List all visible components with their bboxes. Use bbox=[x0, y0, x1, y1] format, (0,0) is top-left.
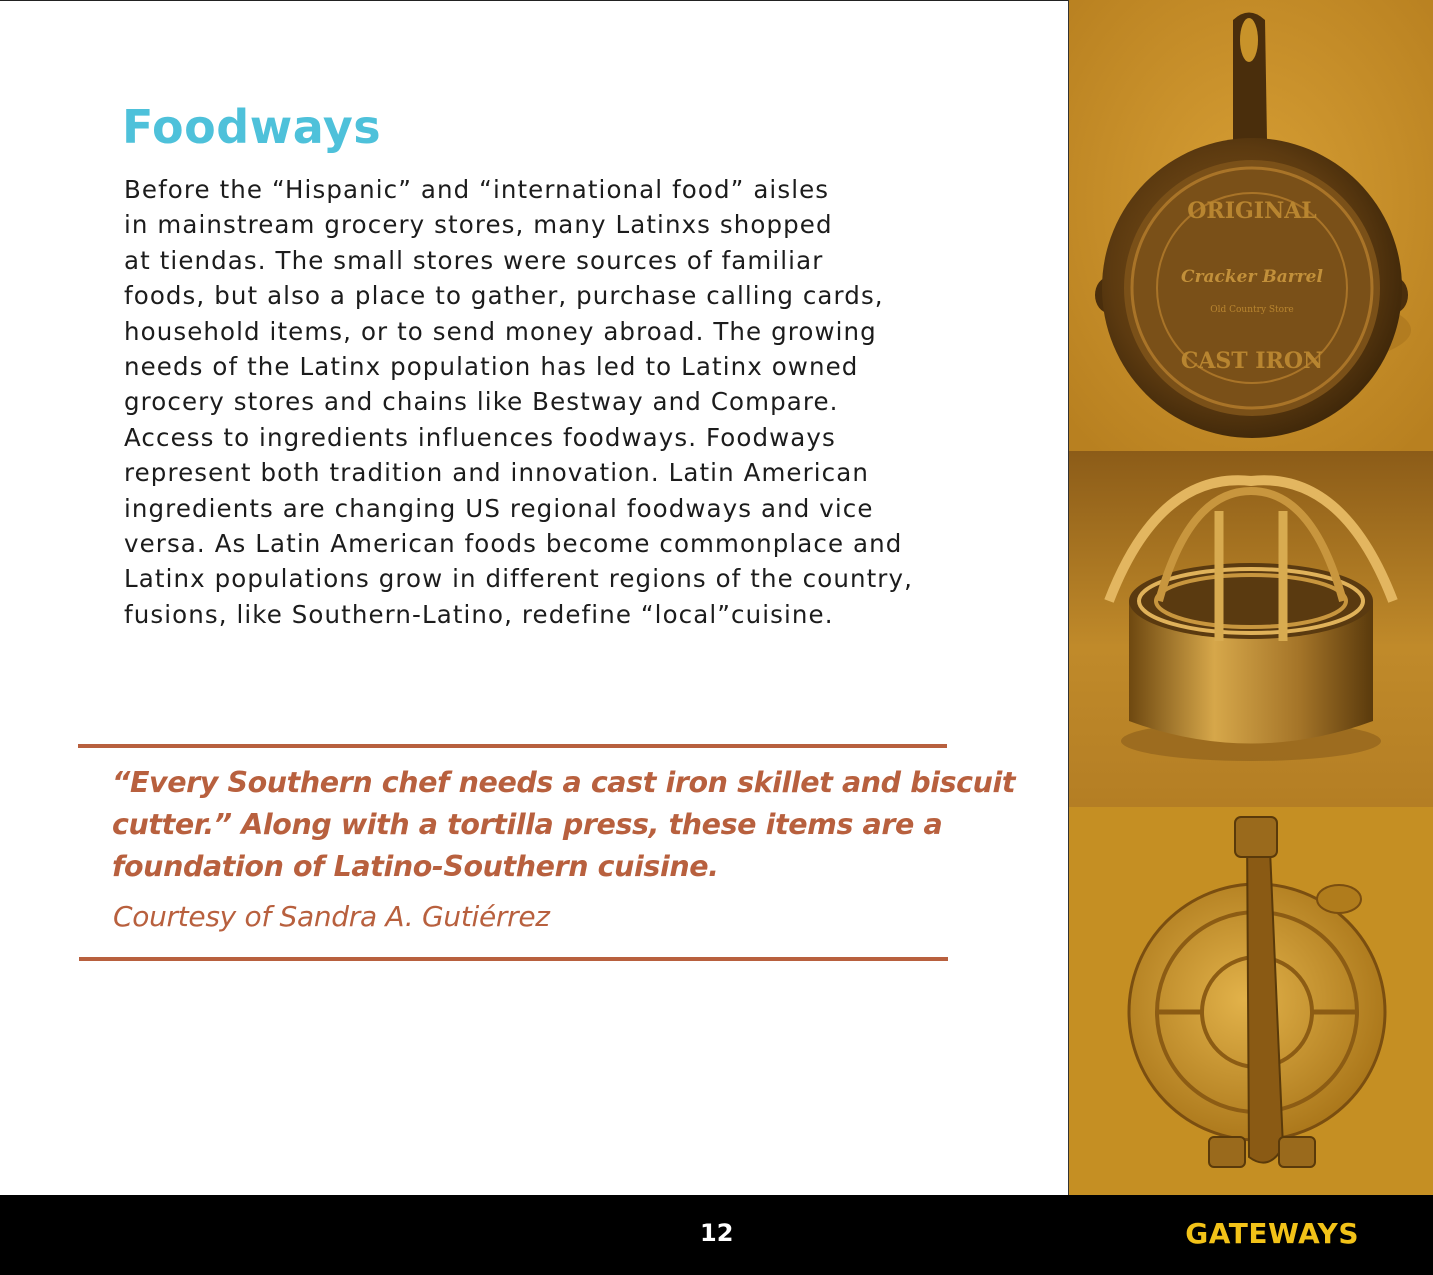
quote-line: cutter.” Along with a tortilla press, these items are a bbox=[112, 808, 943, 841]
stamp-brand-text: Cracker Barrel bbox=[1181, 267, 1323, 287]
top-border bbox=[0, 0, 1068, 1]
page-number: 12 bbox=[700, 1219, 734, 1247]
body-line: represent both tradition and innovation. Latin American bbox=[124, 458, 869, 488]
quote-credit: Courtesy of Sandra A. Gutiérrez bbox=[113, 900, 550, 933]
body-line: foods, but also a place to gather, purchase calling cards, bbox=[124, 281, 884, 311]
body-line: in mainstream grocery stores, many Latinxs shopped bbox=[124, 210, 833, 240]
body-line: Latinx populations grow in different regions of the country, bbox=[124, 564, 913, 594]
body-line: grocery stores and chains like Bestway and Compare. bbox=[124, 387, 839, 417]
body-line: ingredients are changing US regional foodways and vice bbox=[124, 493, 874, 523]
body-line: needs of the Latinx population has led to Latinx owned bbox=[124, 352, 859, 382]
article-body bbox=[124, 172, 954, 632]
body-line: at tiendas. The small stores were sources of familiar bbox=[124, 245, 824, 275]
stamp-original-text: ORIGINAL bbox=[1187, 198, 1317, 224]
stamp-cast-iron-text: CAST IRON bbox=[1180, 348, 1324, 374]
quote-bottom-rule bbox=[79, 957, 948, 961]
publication-brand: GATEWAYS bbox=[1185, 1217, 1359, 1250]
page-title: Foodways bbox=[122, 100, 382, 154]
pull-quote bbox=[112, 762, 1016, 888]
quote-line: foundation of Latino-Southern cuisine. bbox=[112, 850, 719, 883]
quote-top-rule bbox=[78, 744, 947, 748]
cast-iron-skillet-photo bbox=[1069, 0, 1433, 451]
page-footer bbox=[0, 1195, 1433, 1275]
quote-line: “Every Southern chef needs a cast iron skillet and biscuit bbox=[112, 766, 1016, 799]
body-line: fusions, like Southern-Latino, redefine “local”cuisine. bbox=[124, 599, 834, 629]
stamp-subtitle-text: Old Country Store bbox=[1210, 305, 1294, 315]
body-line: household items, or to send money abroad. The growing bbox=[124, 316, 877, 346]
body-line: versa. As Latin American foods become commonplace and bbox=[124, 529, 903, 559]
biscuit-cutter-photo bbox=[1069, 451, 1433, 807]
tortilla-press-photo bbox=[1069, 807, 1433, 1195]
body-line: Before the “Hispanic” and “international food” aisles bbox=[124, 175, 830, 204]
body-line: Access to ingredients influences foodways. Foodways bbox=[124, 422, 836, 452]
